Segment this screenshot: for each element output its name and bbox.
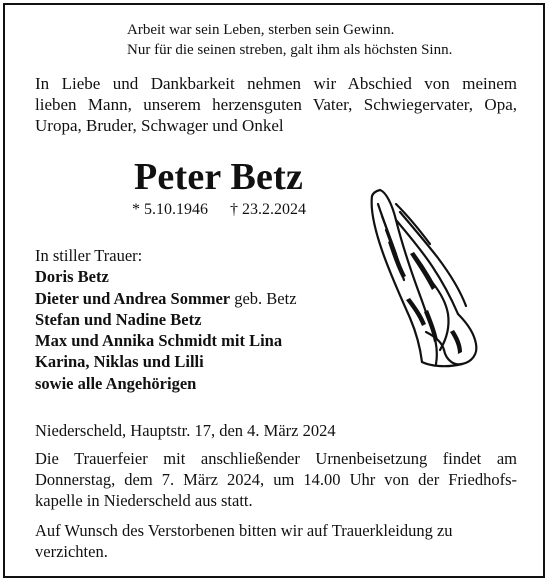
mourner-line-2-note: geb. Betz — [230, 288, 297, 308]
mourner-line-2 — [35, 288, 297, 309]
dress-request-text — [35, 520, 527, 562]
mourner-line-2-name: Dieter und Andrea Sommer — [35, 288, 231, 308]
mourner-line-1: Doris Betz — [35, 267, 109, 287]
memorial-verse — [127, 20, 452, 60]
service-line-1: Die Trauerfeier mit anschließender Urnenbeisetzung findet am — [35, 449, 517, 468]
funeral-service-text — [35, 448, 517, 511]
mourner-line-3: Stefan und Nadine Betz — [35, 309, 202, 329]
place-and-date: Niederscheld, Hauptstr. 17, den 4. März 2024 — [35, 421, 336, 440]
mourner-line-6: sowie alle Angehörigen — [35, 373, 197, 393]
birth-date: * 5.10.1946 — [132, 201, 208, 218]
verse-line-1: Arbeit war sein Leben, sterben sein Gewinn. — [127, 22, 395, 38]
intro-line-1: In Liebe und Dankbarkeit nehmen wir Abschied von meinem — [35, 74, 517, 93]
praying-hands-icon — [366, 182, 484, 370]
intro-line-3: Uropa, Bruder, Schwager und Onkel — [35, 116, 284, 135]
wish-line-1: Auf Wunsch des Verstorbenen bitten wir auf Trauerkleidung zu — [35, 521, 453, 540]
wish-line-2: verzichten. — [35, 542, 108, 561]
death-date: † 23.2.2024 — [230, 201, 306, 218]
intro-text — [35, 73, 517, 136]
mourners-heading: In stiller Trauer: — [35, 246, 143, 265]
mourner-line-5: Karina, Niklas und Lilli — [35, 352, 204, 372]
verse-line-2: Nur für die seinen streben, galt ihm als höchsten Sinn. — [127, 42, 453, 58]
mourners-list — [35, 245, 297, 394]
deceased-name: Peter Betz — [134, 156, 304, 198]
service-line-2: Donnerstag, dem 7. März 2024, um 14.00 Uhr von der Friedhofs- — [35, 470, 517, 489]
mourner-line-4: Max und Annika Schmidt mit Lina — [35, 331, 283, 351]
service-line-3: kapelle in Niederscheld aus statt. — [35, 491, 253, 510]
life-dates — [132, 201, 328, 219]
intro-line-2: lieben Mann, unserem herzensguten Vater, Schwiegervater, Opa, — [35, 95, 517, 114]
